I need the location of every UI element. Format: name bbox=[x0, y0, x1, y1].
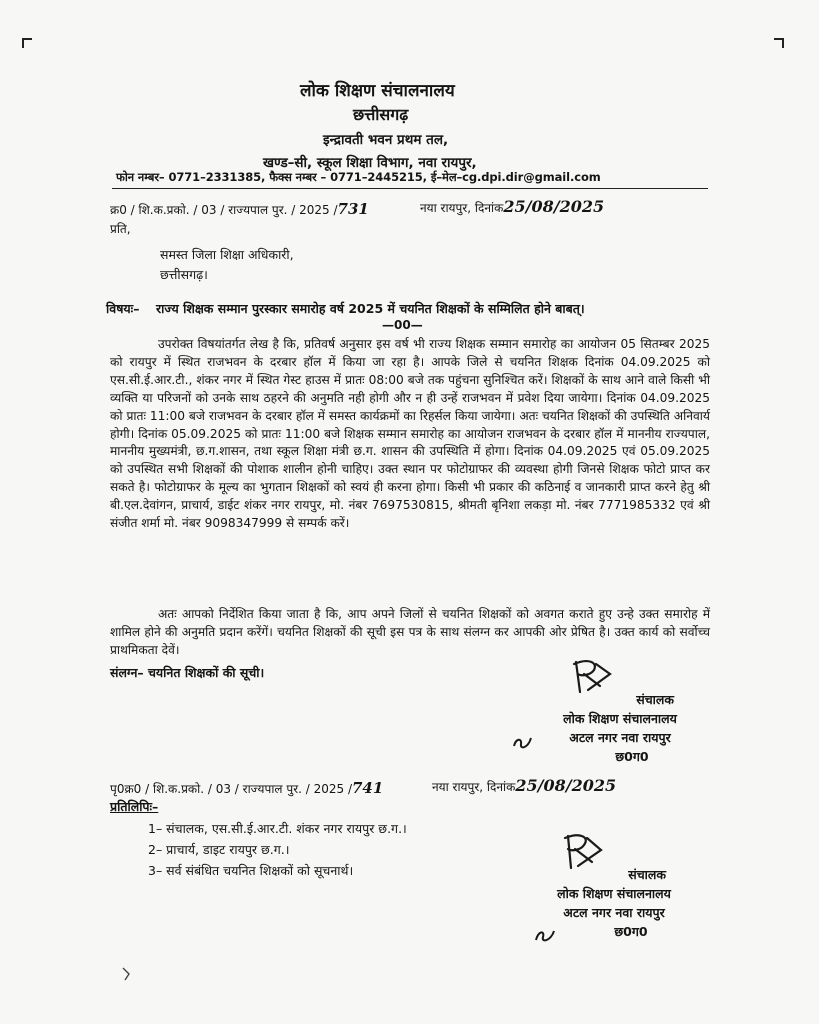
recipient-line-2: छत्तीसगढ़। bbox=[160, 267, 208, 282]
signatory-1-title: संचालक bbox=[636, 692, 674, 707]
subject-separator: —00— bbox=[382, 318, 423, 332]
letter-number-handwritten: 731 bbox=[337, 200, 369, 218]
letter-date-handwritten: 25/08/2025 bbox=[503, 197, 605, 216]
subject-text: राज्य शिक्षक सम्मान पुरस्कार समारोह वर्ष 2025 में चयनित शिक्षकों के सम्मिलित होने बाबत्। bbox=[156, 301, 585, 316]
org-name: लोक शिक्षण संचालनालय bbox=[300, 81, 455, 101]
prati-label: प्रति, bbox=[110, 222, 131, 236]
state-name: छत्तीसगढ़ bbox=[353, 105, 409, 124]
body-paragraph-2: अतः आपको निर्देशित किया जाता है कि, आप अपने जिलों से चयनित शिक्षकों को अवगत कराते हुए उन्हे उक्त समारोह में शामिल होने की अनुमति प्रदान करेंगें। चयनित शिक्षकों की सूची इस पत्र के साथ संलग्न कर आपकी ओर प्रेषित है। उक्त कार्य को सर्वोच्च प्राथमिकता देवें। bbox=[110, 607, 710, 657]
signatory-1-state: छ0ग0 bbox=[615, 749, 649, 764]
signatory-block-1 bbox=[520, 690, 720, 766]
signatory-2-place: अटल नगर नवा रायपुर bbox=[563, 905, 665, 920]
corner-mark-left bbox=[22, 38, 32, 48]
enclosure-line: संलग्न– चयनित शिक्षकों की सूची। bbox=[110, 665, 265, 680]
initials-mark-2 bbox=[533, 926, 557, 950]
copy-item-2: 2– प्राचार्य, डाइट रायपुर छ.ग.। bbox=[148, 842, 290, 857]
address-line-1: इन्द्रावती भवन प्रथम तल, bbox=[323, 132, 449, 148]
letter-date bbox=[420, 197, 604, 216]
signatory-2-state: छ0ग0 bbox=[614, 924, 648, 939]
signatory-2-office: लोक शिक्षण संचालनालय bbox=[557, 886, 671, 901]
address-line-2: खण्ड–सी, स्कूल शिक्षा विभाग, नवा रायपुर, bbox=[263, 155, 477, 171]
signatory-1-place: अटल नगर नवा रायपुर bbox=[569, 730, 671, 745]
copy-item-3: 3– सर्व संबंधित चयनित शिक्षकों को सूचनार्थ। bbox=[148, 863, 354, 878]
corner-mark-right bbox=[774, 38, 784, 48]
endorsement-date-handwritten: 25/08/2025 bbox=[515, 776, 617, 795]
letter-place-date-label: नया रायपुर, दिनांक bbox=[420, 201, 504, 215]
copy-item-1: 1– संचालक, एस.सी.ई.आर.टी. शंकर नगर रायपुर छ.ग.। bbox=[148, 821, 407, 836]
body-paragraph-1: उपरोक्त विषयांतर्गत लेख है कि, प्रतिवर्ष अनुसार इस वर्ष भी राज्य शिक्षक सम्मान समारोह का आयोजन 05 सितम्बर 2025 को रायपुर में स्थित राजभवन के दरबार हॉल में किया जा रहा है। आपके जिले से चयनित शिक्षक दिनांक 04.09.2025 को एस.सी.ई.आर.टी., शंकर नगर में स्थित गेस्ट हाउस में प्रातः 08:00 बजे तक पहुंचना सुनिश्चित करें। शिक्षकों के साथ आने वाले किसी भी व्यक्ति या परिजनों को उनके साथ ठहरने की अनुमति नही होगी और न ही उन्हें राजभवन में प्रवेश दिया जायेगा। दिनांक 04.09.2025 को प्रातः 11:00 बजे राजभवन के दरबार हॉल में समस्त कार्यक्रमों का रिहर्सल किया जायेगा। अतः चयनित शिक्षकों की उपस्थिति अनिवार्य होगी। दिनांक 05.09.2025 को प्रातः 11:00 बजे शिक्षक सम्मान समारोह का आयोजन राजभवन के दरबार हॉल में माननीय राज्यपाल, माननीय मुख्यमंत्री, छ.ग.शासन, तथा स्कूल शिक्षा मंत्री छ.ग. शासन की उपस्थिति में होगा। दिनांक 04.09.2025 एवं 05.09.2025 को उपस्थित सभी शिक्षकों की पोशाक शालीन होनी चाहिए। उक्त स्थान पर फोटोग्राफर की व्यवस्था होगी जिनसे शिक्षक फोटो प्राप्त कर सकते है। फोटोग्राफर के मूल्य का भुगतान शिक्षकों को स्वयं ही करना होगा। किसी भी प्रकार की कठिनाई व जानकारी प्राप्त करने हेतु श्री बी.एल.देवांगन, प्राचार्य, डाईट शंकर नगर रायपुर, मो. नंबर 7697530815, श्रीमती बृनिशा लकड़ा मो. नंबर 7771985332 एवं श्री संजीत शर्मा मो. नंबर 9098347999 से सम्पर्क करें। bbox=[110, 337, 710, 531]
copy-label: प्रतिलिपिः– bbox=[110, 799, 159, 814]
subject-label: विषयः– bbox=[106, 301, 140, 316]
header-rule bbox=[112, 188, 708, 189]
letter-number bbox=[110, 200, 369, 218]
endorsement-number bbox=[110, 779, 383, 797]
contact-line: फोन नम्बर– 0771–2331385, फैक्स नम्बर – 0771–2445215, ई–मेल–cg.dpi.dir@gmail.com bbox=[116, 170, 601, 184]
endorsement-date bbox=[432, 776, 616, 795]
endorsement-number-text: पृ0क्र0 / शि.क.प्रको. / 03 / राज्यपाल पुर. / 2025 / bbox=[110, 782, 352, 796]
pen-mark bbox=[121, 966, 133, 986]
signatory-1-office: लोक शिक्षण संचालनालय bbox=[563, 711, 677, 726]
signatory-2-title: संचालक bbox=[628, 867, 666, 882]
endorsement-number-handwritten: 741 bbox=[352, 779, 384, 797]
endorsement-place-date-label: नया रायपुर, दिनांक bbox=[432, 780, 516, 794]
initials-mark-1 bbox=[512, 734, 534, 756]
letter-number-text: क्र0 / शि.क.प्रको. / 03 / राज्यपाल पुर. / 2025 / bbox=[110, 203, 338, 217]
recipient-line-1: समस्त जिला शिक्षा अधिकारी, bbox=[160, 247, 294, 262]
